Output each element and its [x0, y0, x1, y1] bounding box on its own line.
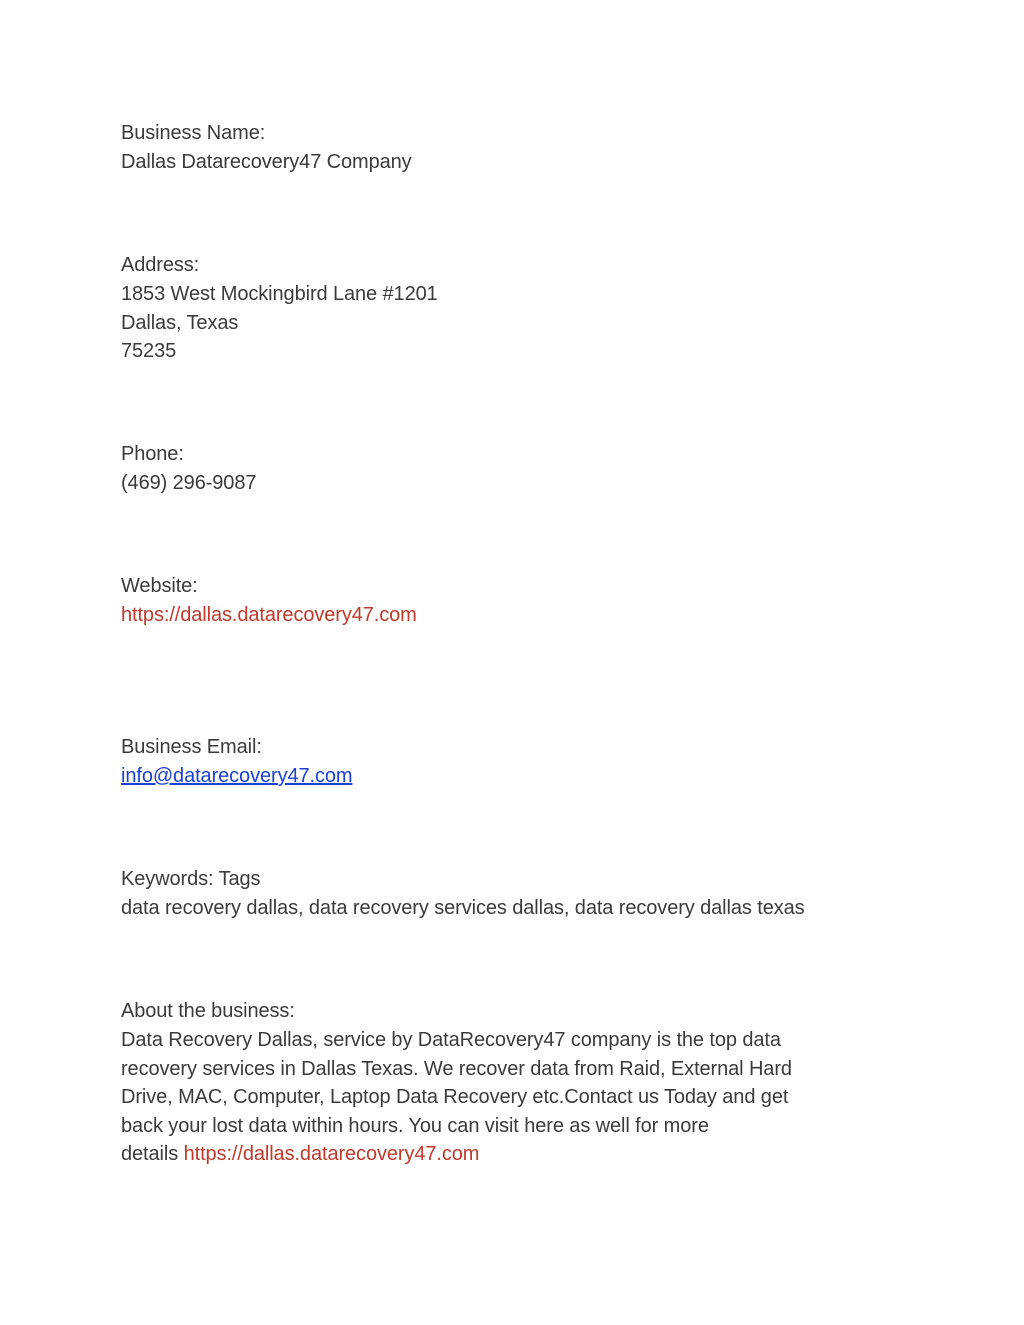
address-line-1: 1853 West Mockingbird Lane #1201: [121, 283, 438, 305]
about-details-prefix: details: [121, 1143, 179, 1165]
website-label: Website:: [121, 575, 198, 597]
about-website-link[interactable]: https://dallas.datarecovery47.com: [183, 1143, 480, 1165]
about-line-5: [121, 1142, 479, 1166]
email-link[interactable]: info@datarecovery47.com: [121, 765, 353, 787]
address-label: Address:: [121, 254, 200, 276]
about-line-4: back your lost data within hours. You can visit here as well for more: [121, 1115, 709, 1137]
keywords-value: data recovery dallas, data recovery services dallas, data recovery dallas texas: [121, 897, 805, 919]
address-line-2: Dallas, Texas: [121, 312, 239, 334]
phone-label: Phone:: [121, 443, 184, 465]
address-line-3: 75235: [121, 340, 177, 362]
email-label: Business Email:: [121, 736, 262, 758]
about-label: About the business:: [121, 1000, 295, 1022]
about-line-3: Drive, MAC, Computer, Laptop Data Recovery etc.Contact us Today and get: [121, 1086, 789, 1108]
website-link[interactable]: https://dallas.datarecovery47.com: [121, 604, 417, 626]
about-line-1: Data Recovery Dallas, service by DataRecovery47 company is the top data: [121, 1029, 781, 1051]
business-name-label: Business Name:: [121, 122, 266, 144]
business-name-value: Dallas Datarecovery47 Company: [121, 151, 412, 173]
about-line-2: recovery services in Dallas Texas. We recover data from Raid, External Hard: [121, 1058, 792, 1080]
keywords-label: Keywords: Tags: [121, 868, 261, 890]
phone-value: (469) 296-9087: [121, 472, 257, 494]
